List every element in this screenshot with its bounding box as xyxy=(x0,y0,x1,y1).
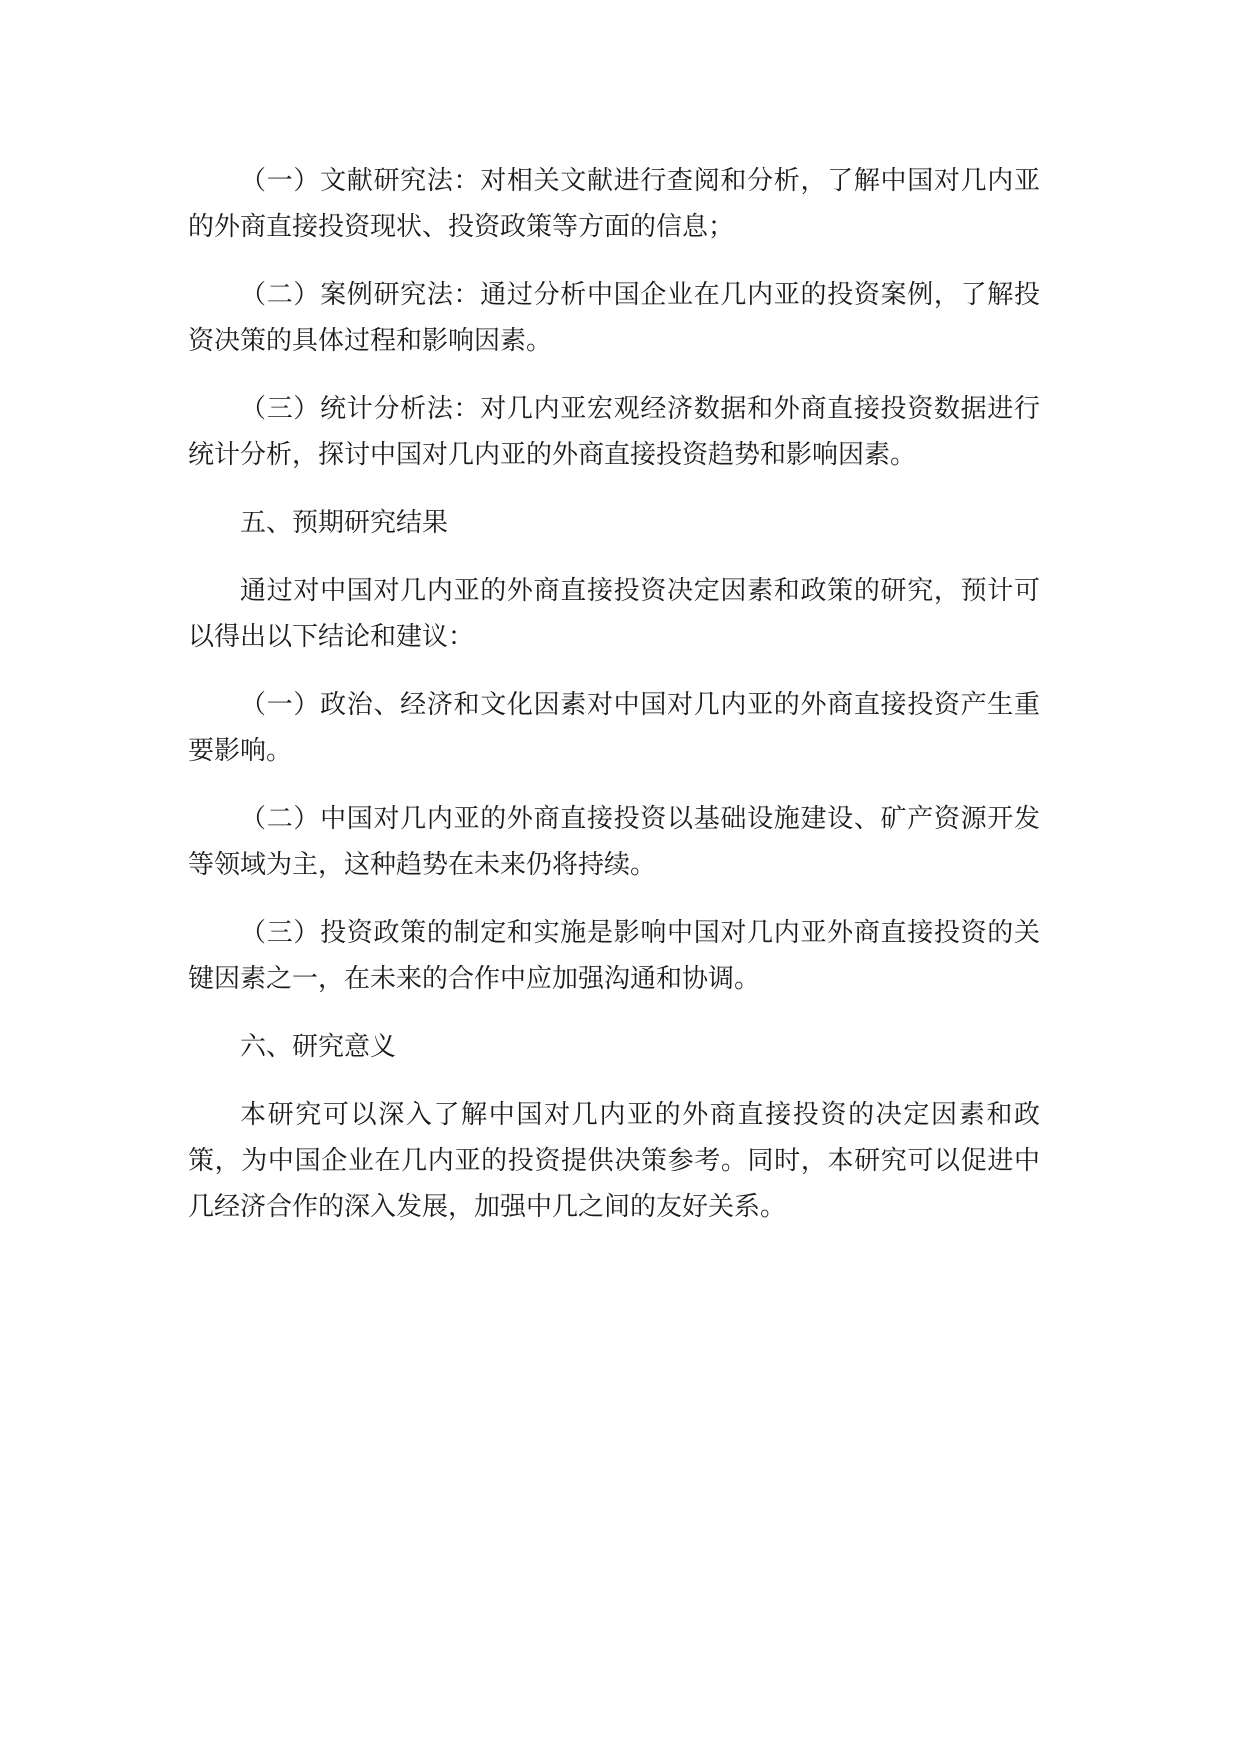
section-heading-expected-results: 五、预期研究结果 xyxy=(240,508,449,538)
conclusion-item-sectors: （二）中国对几内亚的外商直接投资以基础设施建设、矿产资源开发等领域为主，这种趋势在未来仍将持续。 xyxy=(188,804,1040,880)
expected-results-intro: 通过对中国对几内亚的外商直接投资决定因素和政策的研究，预计可以得出以下结论和建议： xyxy=(188,576,1040,652)
significance-paragraph: 本研究可以深入了解中国对几内亚的外商直接投资的决定因素和政策，为中国企业在几内亚的投资提供决策参考。同时，本研究可以促进中几经济合作的深入发展，加强中几之间的友好关系。 xyxy=(188,1100,1040,1222)
method-item-literature: （一）文献研究法：对相关文献进行查阅和分析，了解中国对几内亚的外商直接投资现状、投资政策等方面的信息； xyxy=(188,166,1040,242)
method-item-statistics: （三）统计分析法：对几内亚宏观经济数据和外商直接投资数据进行统计分析，探讨中国对几内亚的外商直接投资趋势和影响因素。 xyxy=(188,394,1040,470)
document-page xyxy=(188,158,1040,1252)
conclusion-item-factors: （一）政治、经济和文化因素对中国对几内亚的外商直接投资产生重要影响。 xyxy=(188,690,1040,766)
method-item-case-study: （二）案例研究法：通过分析中国企业在几内亚的投资案例，了解投资决策的具体过程和影响因素。 xyxy=(188,280,1040,356)
section-heading-significance: 六、研究意义 xyxy=(240,1032,397,1062)
conclusion-item-policy: （三）投资政策的制定和实施是影响中国对几内亚外商直接投资的关键因素之一，在未来的合作中应加强沟通和协调。 xyxy=(188,918,1040,994)
